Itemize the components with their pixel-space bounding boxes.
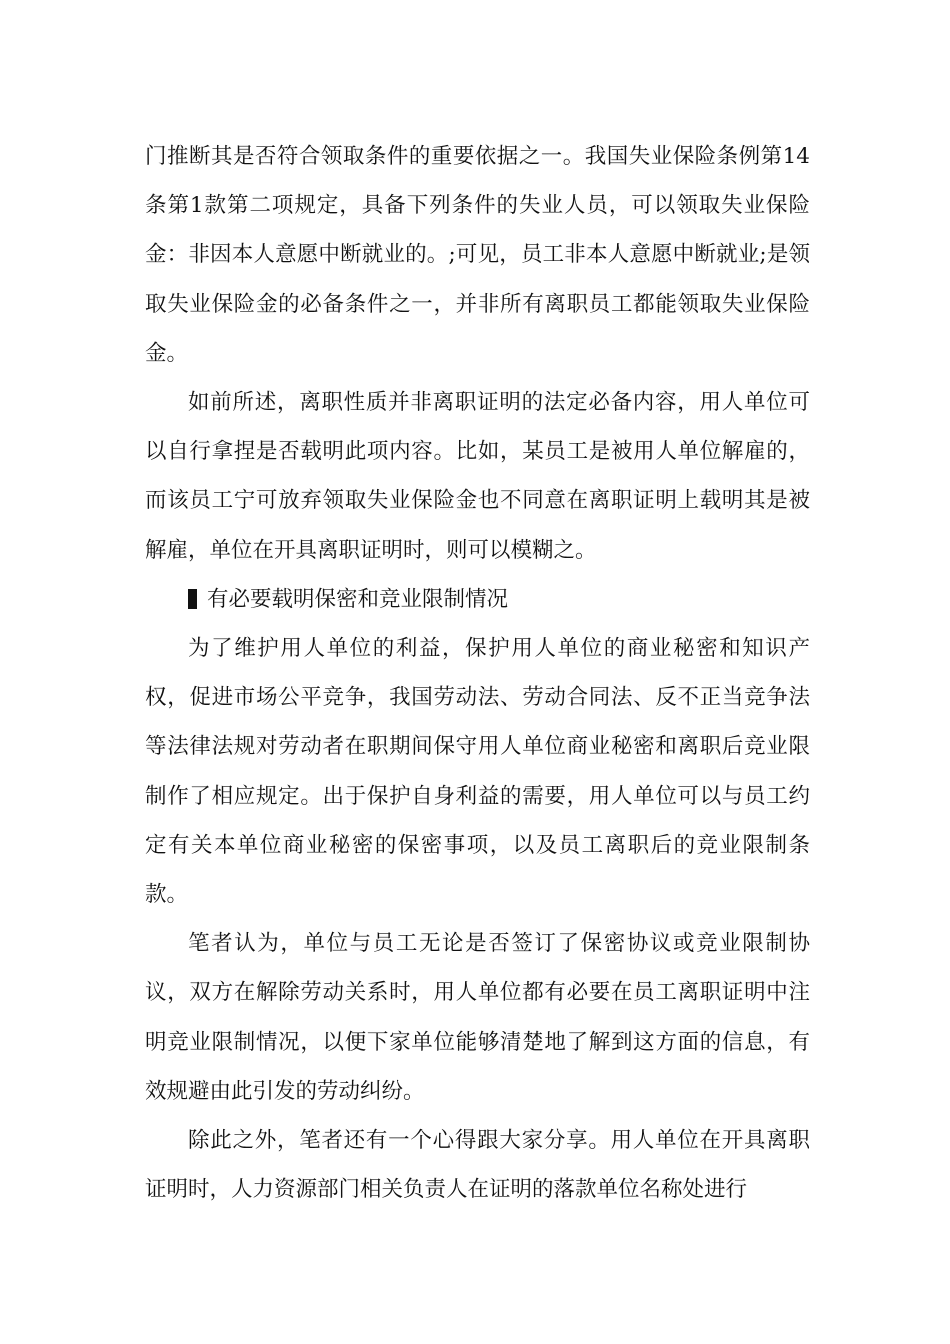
paragraph-confidentiality: 为了维护用人单位的利益，保护用人单位的商业秘密和知识产权，促进市场公平竞争，我国劳动法、劳动合同法、反不正当竞争法等法律法规对劳动者在职期间保守用人单位商业秘密和离职后竞业限制作了相应规定。出于保护自身利益的需要，用人单位可以与员工约定有关本单位商业秘密的保密事项，以及员工离职后的竞业限制条款。 xyxy=(145,636,810,908)
paragraph-unemployment-insurance: 门推断其是否符合领取条件的重要依据之一。我国失业保险条例第14条第1款第二项规定，具备下列条件的失业人员，可以领取失业保险金：非因本人意愿中断就业的。;可见，员工非本人意愿中断就业;是领取失业保险金的必备条件之一，并非所有离职员工都能领取失业保险金。 xyxy=(145,144,810,366)
paragraph-separation-nature: 如前所述，离职性质并非离职证明的法定必备内容，用人单位可以自行拿捏是否载明此项内容。比如，某员工是被用人单位解雇的，而该员工宁可放弃领取失业保险金也不同意在离职证明上载明其是被解雇，单位在开具离职证明时，则可以模糊之。 xyxy=(145,390,810,563)
section-heading xyxy=(145,575,810,624)
section-heading-text: 有必要载明保密和竞业限制情况 xyxy=(207,586,509,612)
document-page xyxy=(145,132,810,1214)
heading-marker-icon xyxy=(188,589,197,609)
paragraph-additional-tip: 除此之外，笔者还有一个心得跟大家分享。用人单位在开具离职证明时，人力资源部门相关负责人在证明的落款单位名称处进行 xyxy=(145,1128,810,1203)
paragraph-author-opinion: 笔者认为，单位与员工无论是否签订了保密协议或竞业限制协议，双方在解除劳动关系时，用人单位都有必要在员工离职证明中注明竞业限制情况，以便下家单位能够清楚地了解到这方面的信息，有效规避由此引发的劳动纠纷。 xyxy=(145,931,810,1104)
